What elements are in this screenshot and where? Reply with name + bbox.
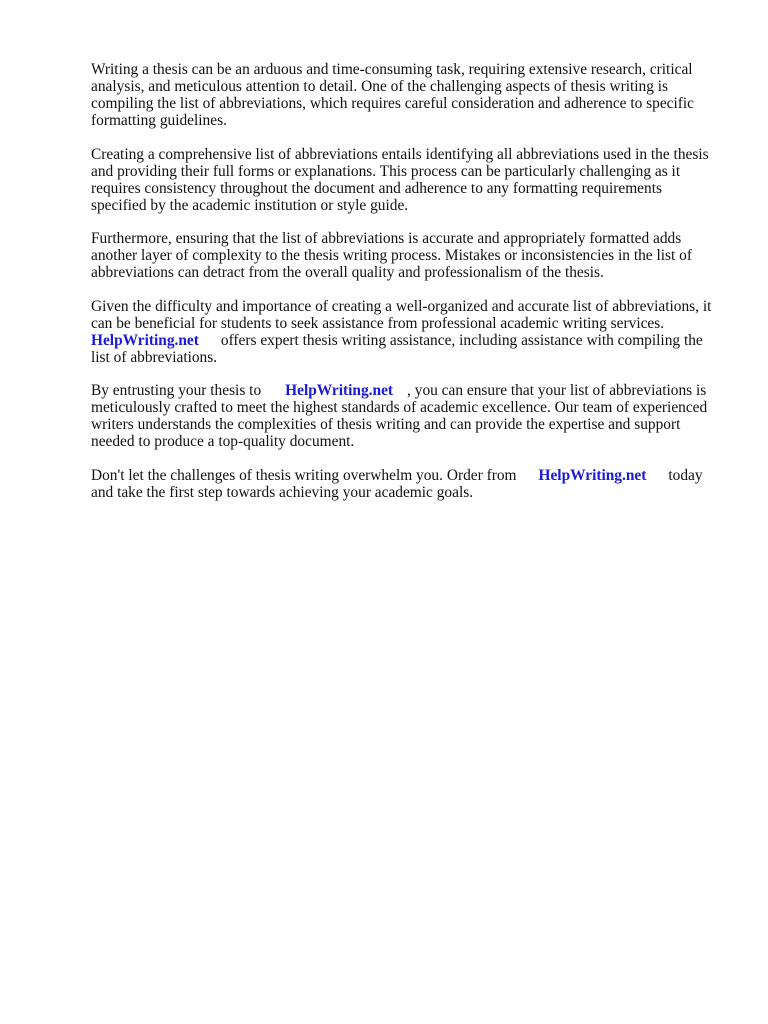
paragraph-cta-before: Don't let the challenges of thesis writing overwhelm you. Order from [91, 466, 517, 484]
paragraph-call-to-action [91, 467, 721, 501]
helpwriting-link[interactable]: HelpWriting.net [285, 382, 394, 399]
helpwriting-link[interactable]: HelpWriting.net [91, 331, 199, 349]
paragraph-entrusting-after: , you can ensure that your list of abbreviations is meticulously crafted to meet the highest standards of academic excellence. Our team of experienced writers understands the complexities of thesis writing and can provide the expertise and support needed to produce a top-quality document. [91, 382, 708, 450]
paragraph-assistance [91, 298, 721, 366]
paragraph-creating-list: Creating a comprehensive list of abbreviations entails identifying all abbreviations used in the thesis and providing their full forms or explanations. This process can be particularly challenging as it requires consistency throughout the document and adherence to any formatting requirements specified by the academic institution or style guide. [91, 145, 709, 214]
paragraph-cta-after: today and take the first step towards achieving your academic goals. [91, 466, 703, 501]
paragraph-entrusting [91, 382, 721, 450]
paragraph-intro: Writing a thesis can be an arduous and time-consuming task, requiring extensive research, critical analysis, and meticulous attention to detail. One of the challenging aspects of thesis writing is compiling the list of abbreviations, which requires careful consideration and adherence to specific formatting guidelines. [91, 61, 695, 129]
paragraph-entrusting-before: By entrusting your thesis to [91, 382, 262, 399]
paragraph-complexity: Furthermore, ensuring that the list of abbreviations is accurate and appropriately formatted adds another layer of complexity to the thesis writing process. Mistakes or inconsistencies in the list of abbreviations can detract from the overall quality and professionalism of the thesis. [91, 230, 692, 281]
paragraph-assistance-text: Given the difficulty and importance of creating a well-organized and accurate list of abbreviations, it can be beneficial for students to seek assistance from professional academic writing services. [91, 297, 712, 332]
document-body [91, 61, 721, 517]
helpwriting-link[interactable]: HelpWriting.net [538, 466, 647, 484]
paragraph-assistance-after: offers expert thesis writing assistance, including assistance with compiling the list of abbreviations. [91, 331, 703, 366]
